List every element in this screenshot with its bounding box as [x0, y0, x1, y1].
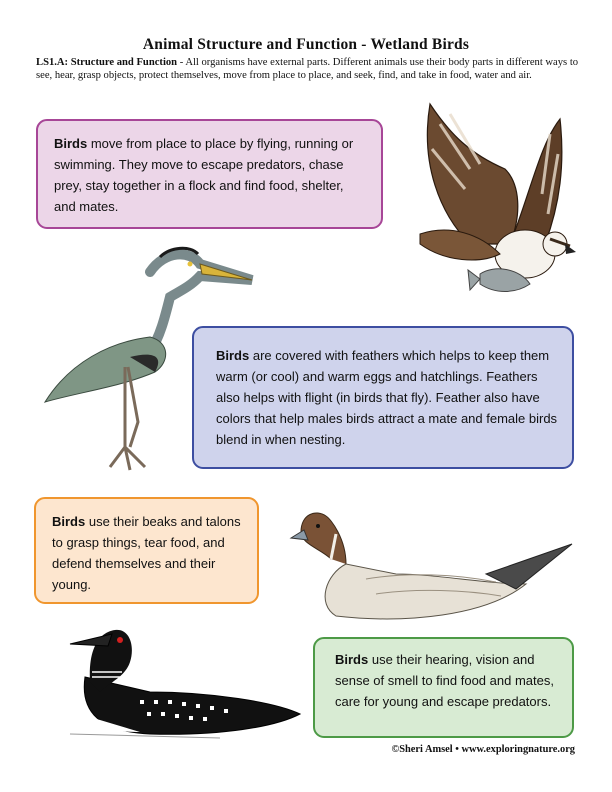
page-title: Animal Structure and Function - Wetland Birds — [142, 36, 470, 53]
box-text: use their beaks and talons to grasp things, tear food, and defend themselves and their young. — [52, 514, 241, 592]
standard-description — [36, 56, 584, 82]
info-box-senses — [313, 637, 574, 738]
info-box-beaks — [34, 497, 259, 604]
box-text: move from place to place by flying, running or swimming. They move to escape predators, chase prey, stay together in a flock and find food, shelter, and mates. — [54, 136, 354, 214]
box-text: use their hearing, vision and sense of smell to find food and mates, care for young and escape predators. — [335, 652, 554, 709]
info-box-movement — [36, 119, 383, 229]
pintail-duck-icon — [286, 504, 574, 626]
credit-line: ©Sheri Amsel • www.exploringnature.org — [391, 744, 575, 755]
box-text: are covered with feathers which helps to keep them warm (or cool) and warm eggs and hatchlings. Feathers also helps with flight (in birds that fly). Feather also have colors that help males birds attract a mate and female birds blend in when nesting. — [216, 348, 558, 447]
standard-text: - All organisms have external parts. Different animals use their body parts in different ways to see, hear, grasp objects, protect themselves, move from place to place, and seek, find, and take in food, water and air. — [36, 57, 579, 81]
loon-icon — [30, 622, 308, 742]
box-lead: Birds — [335, 652, 369, 667]
heron-icon — [30, 242, 256, 478]
standard-label: LS1.A: Structure and Function — [36, 57, 178, 68]
osprey-icon — [410, 94, 582, 306]
box-lead: Birds — [54, 136, 88, 151]
box-lead: Birds — [216, 348, 250, 363]
box-lead: Birds — [52, 514, 86, 529]
